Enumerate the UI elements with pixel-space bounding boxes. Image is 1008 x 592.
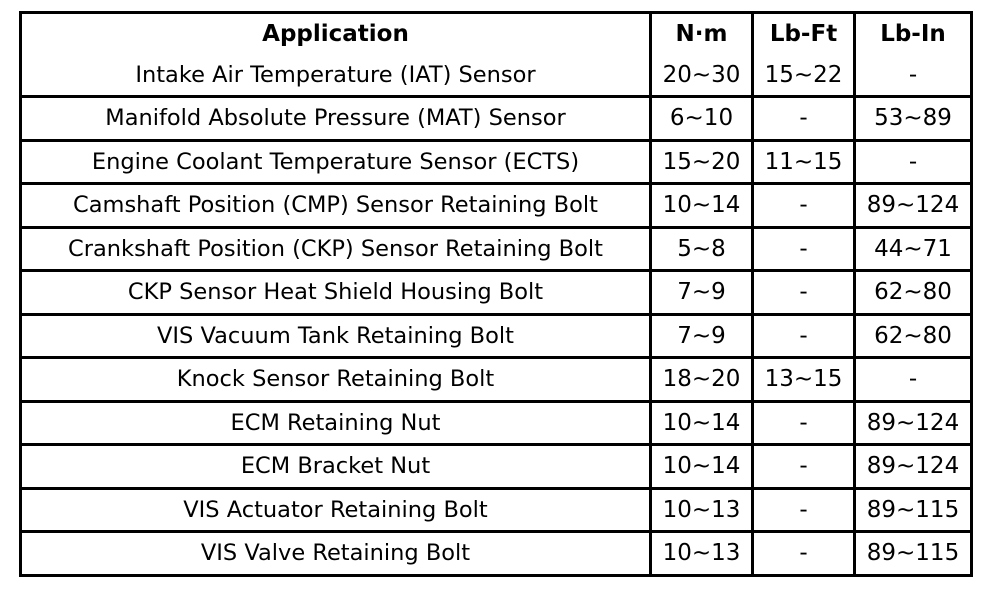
cell-lbin: 89~124 — [856, 403, 970, 447]
cell-application: CKP Sensor Heat Shield Housing Bolt — [22, 272, 652, 316]
cell-lbft: 11~15 — [754, 142, 856, 186]
cell-nm: 10~14 — [652, 403, 754, 447]
cell-lbin: 44~71 — [856, 229, 970, 273]
table-row — [22, 403, 970, 447]
cell-nm: 10~13 — [652, 533, 754, 574]
cell-lbft: - — [754, 229, 856, 273]
header-nm: N·m — [652, 14, 754, 55]
cell-lbft: - — [754, 446, 856, 490]
cell-nm: 10~13 — [652, 490, 754, 534]
table-row — [22, 359, 970, 403]
cell-application: VIS Vacuum Tank Retaining Bolt — [22, 316, 652, 360]
table-row — [22, 490, 970, 534]
cell-nm: 15~20 — [652, 142, 754, 186]
header-application: Application — [22, 14, 652, 55]
table-row — [22, 533, 970, 574]
cell-application: VIS Actuator Retaining Bolt — [22, 490, 652, 534]
header-row — [22, 14, 970, 55]
table-row — [22, 446, 970, 490]
cell-lbin: - — [856, 55, 970, 99]
cell-application: Camshaft Position (CMP) Sensor Retaining Bolt — [22, 185, 652, 229]
cell-application: ECM Bracket Nut — [22, 446, 652, 490]
cell-nm: 7~9 — [652, 272, 754, 316]
cell-lbft: - — [754, 533, 856, 574]
cell-application: Manifold Absolute Pressure (MAT) Sensor — [22, 98, 652, 142]
cell-lbft: - — [754, 185, 856, 229]
cell-application: Intake Air Temperature (IAT) Sensor — [22, 55, 652, 99]
cell-lbin: 89~124 — [856, 185, 970, 229]
header-lbin: Lb-In — [880, 21, 946, 48]
cell-lbin: 89~124 — [856, 446, 970, 490]
cell-lbft: - — [754, 272, 856, 316]
header-lbft: Lb-Ft — [754, 14, 856, 55]
cell-lbft: 13~15 — [754, 359, 856, 403]
table-row — [22, 142, 970, 186]
cell-lbft: - — [754, 403, 856, 447]
table-row — [22, 272, 970, 316]
cell-lbin: 89~115 — [856, 490, 970, 534]
cell-lbin: 53~89 — [856, 98, 970, 142]
table-header — [22, 14, 970, 55]
table-row — [22, 98, 970, 142]
cell-application: Knock Sensor Retaining Bolt — [22, 359, 652, 403]
cell-lbin: - — [856, 142, 970, 186]
cell-nm: 10~14 — [652, 185, 754, 229]
table-row — [22, 316, 970, 360]
cell-lbin: - — [856, 359, 970, 403]
cell-lbft: - — [754, 98, 856, 142]
cell-nm: 7~9 — [652, 316, 754, 360]
cell-nm: 6~10 — [652, 98, 754, 142]
cell-application: Crankshaft Position (CKP) Sensor Retaining Bolt — [22, 229, 652, 273]
cell-application: ECM Retaining Nut — [22, 403, 652, 447]
cell-nm: 10~14 — [652, 446, 754, 490]
cell-application: Engine Coolant Temperature Sensor (ECTS) — [22, 142, 652, 186]
table-row — [22, 229, 970, 273]
cell-nm: 5~8 — [652, 229, 754, 273]
torque-spec-table — [19, 11, 973, 577]
cell-lbft: 15~22 — [754, 55, 856, 99]
cell-nm: 18~20 — [652, 359, 754, 403]
cell-lbin: 62~80 — [856, 272, 970, 316]
cell-nm: 20~30 — [652, 55, 754, 99]
cell-lbin: 62~80 — [856, 316, 970, 360]
cell-lbft: - — [754, 490, 856, 534]
table-body — [22, 55, 970, 574]
cell-lbft: - — [754, 316, 856, 360]
table-row — [22, 55, 970, 99]
cell-application: VIS Valve Retaining Bolt — [22, 533, 652, 574]
cell-lbin: 89~115 — [866, 540, 960, 567]
table-row — [22, 185, 970, 229]
